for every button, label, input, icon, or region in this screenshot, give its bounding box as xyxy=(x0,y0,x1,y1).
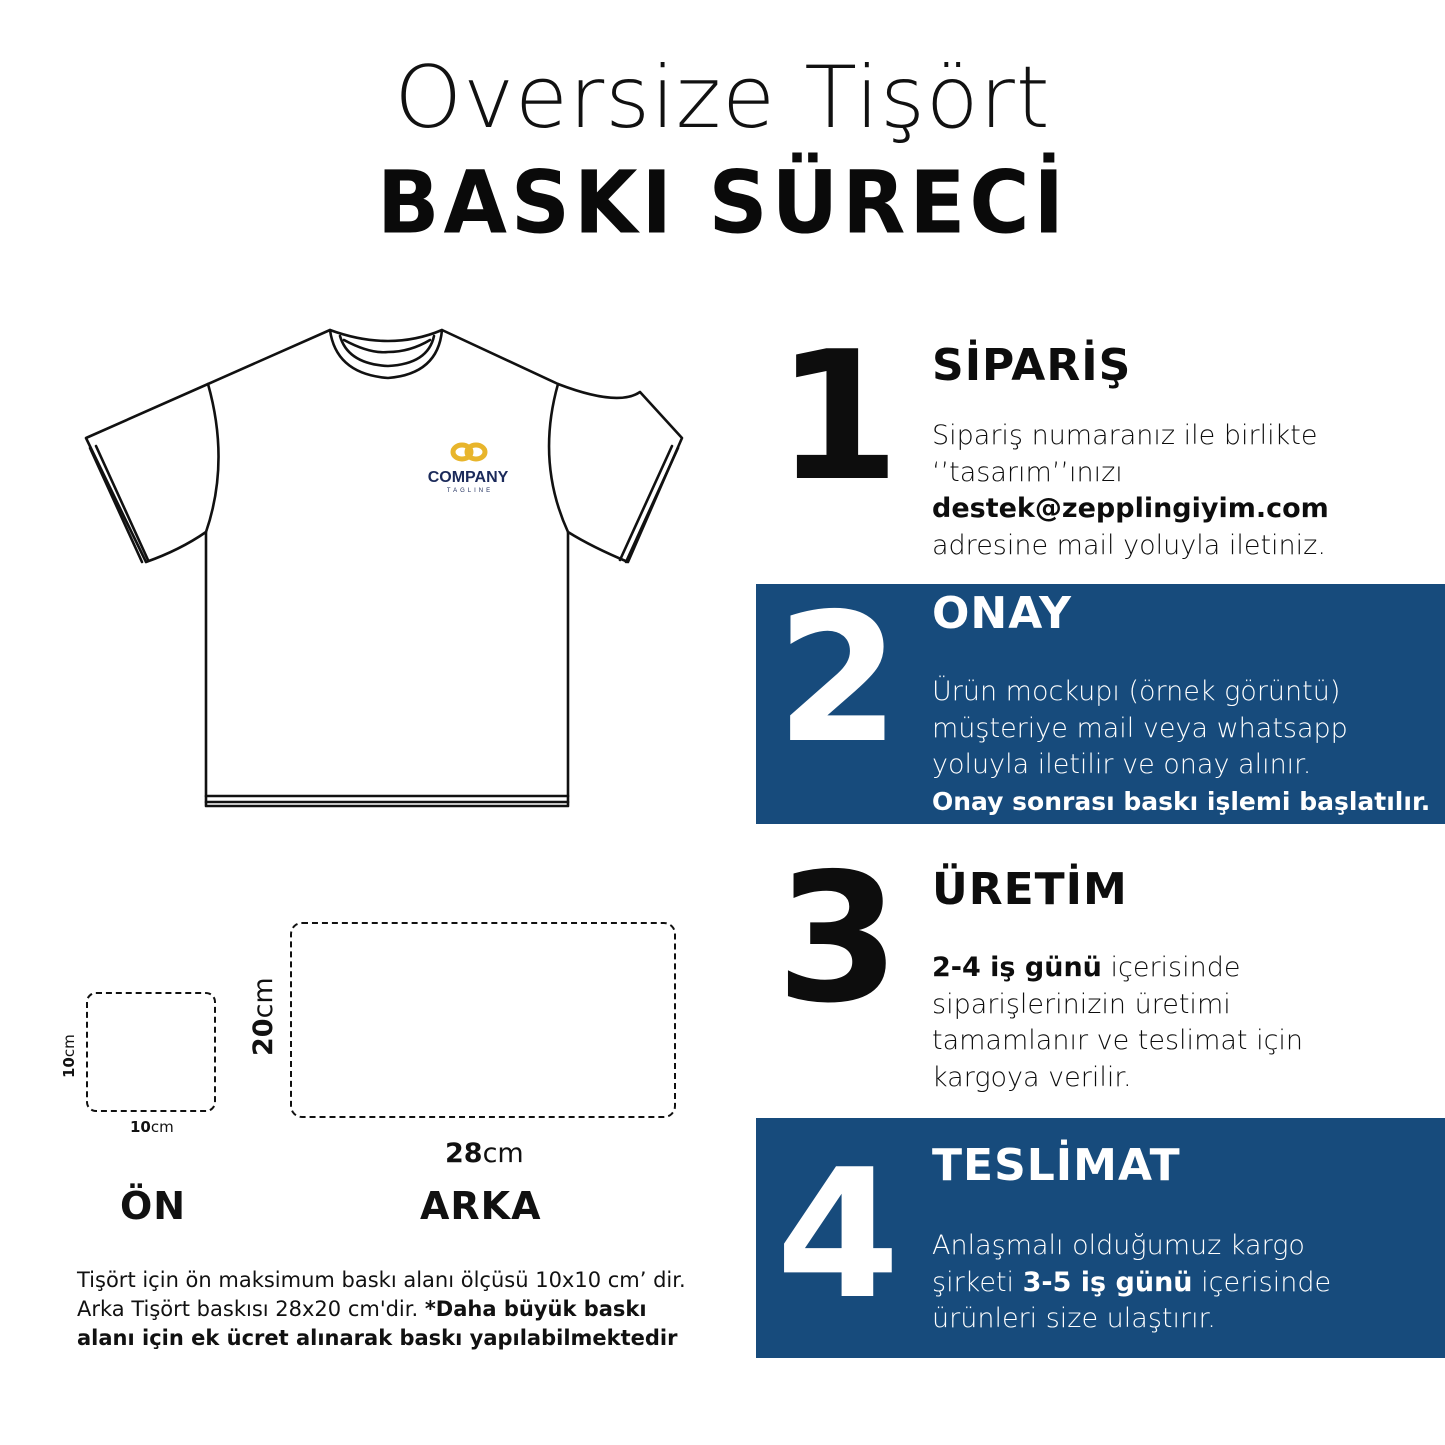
back-print-area xyxy=(290,922,676,1118)
step-4-title: TESLİMAT xyxy=(932,1140,1181,1191)
step-4-number: 4 xyxy=(776,1131,900,1338)
back-width-dim: 28cm xyxy=(445,1138,524,1169)
step-3-number: 3 xyxy=(776,835,900,1042)
front-print-area xyxy=(86,992,216,1112)
print-size-note: Tişört için ön maksimum baskı alanı ölçüsü 10x10 cm’ dir. Arka Tişört baskısı 28x20 cm'dir. *Daha büyük baskı alanı için ek ücret alınarak baskı yapılabilmektedir xyxy=(77,1268,686,1350)
back-label: ARKA xyxy=(420,1184,542,1228)
front-width-dim: 10cm xyxy=(130,1118,174,1136)
back-height-dim: 20cm xyxy=(248,977,279,1056)
tshirt-illustration xyxy=(80,322,692,834)
company-logo xyxy=(428,445,509,494)
step-1-title: SİPARİŞ xyxy=(932,340,1132,391)
page-subtitle: Oversize Tişört xyxy=(394,48,1051,148)
step-3-title: ÜRETİM xyxy=(932,864,1128,915)
step-2-title: ONAY xyxy=(932,588,1072,639)
step-3-body: 2-4 iş günü içerisinde siparişlerinizin üretimi tamamlanır ve teslimat için kargoya verilir. xyxy=(932,952,1304,1093)
front-height-dim: 10cm xyxy=(60,1034,78,1078)
support-email: destek@zepplingiyim.com xyxy=(932,493,1329,524)
step-2-number: 2 xyxy=(776,575,900,782)
step-1-body: Sipariş numaranız ile birlikte ‘’tasarım’’ınızı destek@zepplingiyim.com adresine mail yoluyla iletiniz. xyxy=(932,420,1329,561)
step-2-body: Ürün mockupı (örnek görüntü) müşteriye mail veya whatsapp yoluyla iletilir ve onay alınır. Onay sonrası baskı işlemi başlatılır. xyxy=(932,676,1431,816)
step-4-body: Anlaşmalı olduğumuz kargo şirketi 3-5 iş günü içerisinde ürünleri size ulaştırır. xyxy=(932,1230,1332,1334)
step-1-number: 1 xyxy=(776,313,900,520)
logo-text: COMPANY xyxy=(427,469,509,486)
front-label: ÖN xyxy=(120,1184,187,1228)
logo-tagline: TAGLINE xyxy=(446,488,494,494)
page-title: BASKI SÜRECİ xyxy=(376,153,1069,254)
